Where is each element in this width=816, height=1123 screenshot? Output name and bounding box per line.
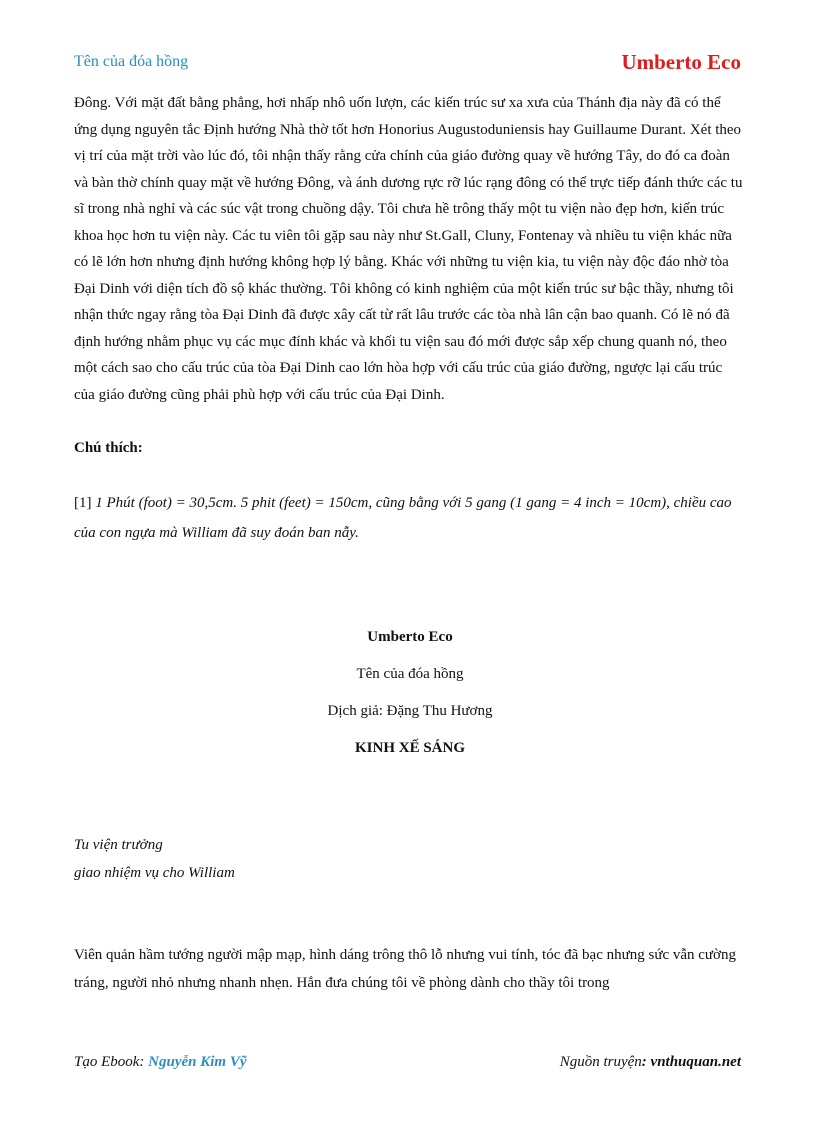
chapter-book-title: Tên của đóa hồng [356,665,464,682]
footnote [74,488,746,548]
chapter-heading: KINH XẾ SÁNG [354,739,466,756]
footer-source-label: Nguồn truyện [559,1054,642,1070]
footnote-text: 1 Phút (foot) = 30,5cm. 5 phit (feet) = 150cm, cũng bằng với 5 gang (1 gang = 4 inch = 10cm), chiều cao của con ngựa mà William đã suy đoán ban nẫy. [74,494,732,541]
footer-ebook-separator: : [139,1054,149,1070]
section-heading-line-1: Tu viện trưởng [74,836,163,853]
chapter-author: Umberto Eco [367,628,453,645]
footer-ebook-name: Nguyễn Kim Vỹ [148,1054,247,1070]
section-heading-line-2: giao nhiệm vụ cho William [74,864,235,881]
body-paragraph: Đông. Với mặt đất bằng phẳng, hơi nhấp nhô uốn lượn, các kiến trúc sư xa xưa của Thánh địa này đã có thể ứng dụng nguyên tắc Định hướng Nhà thờ tốt hơn Honorius Augustoduniensis hay Guillaume Durant. Xét theo vị trí của mặt trời vào lúc đó, tôi nhận thấy rằng cửa chính của giáo đường quay về hướng Tây, do đó ca đoàn và bàn thờ chính quay mặt về hướng Đông, và ánh dương rực rỡ lúc rạng đông có thể trực tiếp đánh thức các tu sĩ trong nhà nghỉ và các súc vật trong chuồng dậy. Tôi chưa hề trông thấy một tu viện nào đẹp hơn, kiến trúc khoa học hơn tu viện này. Các tu viên tôi gặp sau này như St.Gall, Cluny, Fontenay và nhiều tu viện khác nữa có lẽ lớn hơn nhưng định hướng không hợp lý bằng. Khác với những tu viện kia, tu viện này độc đáo nhờ tòa Đại Dinh với diện tích đồ sộ khác thường. Tôi không có kinh nghiệm của một kiến trúc sư bậc thầy, nhưng tôi nhận thức ngay rằng tòa Đại Dinh đã được xây cất từ rất lâu trước các tòa nhà lân cận bao quanh. Có lẽ nó đã định hướng nhằm phục vụ các mục đính khác và khối tu viện sau đó mới được sắp xếp chung quanh nó, theo một cách sao cho cấu trúc của tòa Đại Dinh cao lớn hòa hợp với cấu trúc của giáo đường, ngược lại cấu trúc của giáo đường cũng phải phù hợp với cấu trúc của Đại Dinh. [74,95,743,403]
chapter-translator: Dịch giả: Đặng Thu Hương [327,702,493,719]
body-paragraph-2: Viên quản hầm tướng người mập mạp, hình dáng trông thô lỗ nhưng vui tính, tóc đã bạc nhưng sức vẫn cường tráng, người nhỏ nhưng nhanh nhẹn. Hắn đưa chúng tôi về phòng dành cho thầy tôi trong [74,946,736,991]
page-content [74,90,746,997]
footer-source-site[interactable]: vnthuquan.net [650,1054,741,1070]
page-footer [74,1054,741,1078]
notes-heading: Chú thích: [74,440,143,456]
chapter-title-block [74,619,746,767]
section-heading [74,831,746,887]
header-book-title: Tên của đóa hồng [74,53,189,70]
footnote-ref: [1] [74,494,92,511]
header-author: Umberto Eco [621,50,741,74]
footer-source-credit [560,1054,741,1071]
page-header [74,50,741,76]
footer-ebook-label: Tạo Ebook [74,1054,140,1070]
footer-ebook-credit [74,1054,247,1071]
footer-source-separator: : [641,1054,651,1070]
